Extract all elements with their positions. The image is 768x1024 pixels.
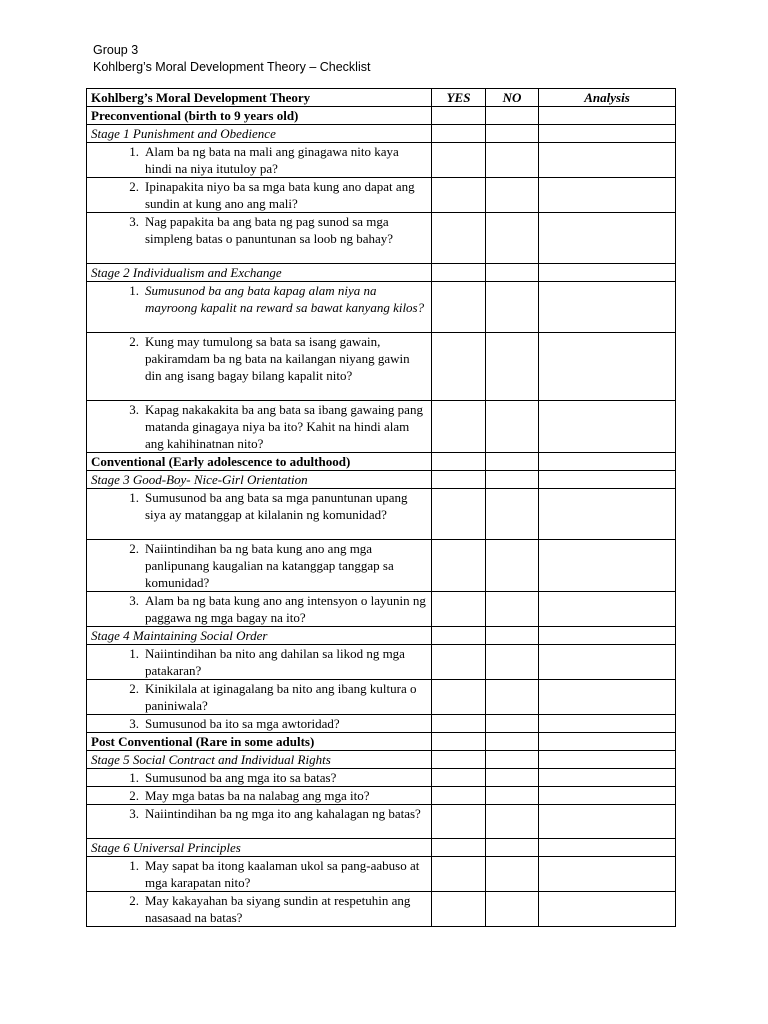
group-label: Group 3 bbox=[93, 43, 139, 57]
yes-cell[interactable] bbox=[432, 107, 486, 125]
checklist-question-cell bbox=[87, 769, 432, 787]
analysis-cell[interactable] bbox=[539, 264, 676, 282]
section-heading-row bbox=[87, 733, 676, 751]
table-header-row bbox=[87, 89, 676, 107]
no-cell[interactable] bbox=[486, 627, 539, 645]
analysis-cell[interactable] bbox=[539, 453, 676, 471]
analysis-cell[interactable] bbox=[539, 715, 676, 733]
item-question: May sapat ba itong kaalaman ukol sa pang-aabuso at mga karapatan nito? bbox=[145, 858, 420, 890]
checklist-item-row bbox=[87, 178, 676, 213]
column-header-analysis: Analysis bbox=[539, 89, 676, 107]
checklist-question-cell bbox=[87, 857, 432, 892]
analysis-cell[interactable] bbox=[539, 592, 676, 627]
item-number: 1. bbox=[129, 646, 139, 661]
item-number: 1. bbox=[129, 144, 139, 159]
yes-cell[interactable] bbox=[432, 125, 486, 143]
checklist-item-row bbox=[87, 401, 676, 453]
yes-cell[interactable] bbox=[432, 769, 486, 787]
no-cell[interactable] bbox=[486, 453, 539, 471]
checklist-question-cell bbox=[87, 787, 432, 805]
checklist-item-row bbox=[87, 787, 676, 805]
checklist-question-cell bbox=[87, 540, 432, 592]
no-cell[interactable] bbox=[486, 489, 539, 540]
checklist-table bbox=[86, 88, 676, 927]
no-cell[interactable] bbox=[486, 715, 539, 733]
item-number: 2. bbox=[129, 893, 139, 908]
no-cell[interactable] bbox=[486, 107, 539, 125]
yes-cell[interactable] bbox=[432, 751, 486, 769]
checklist-item-row bbox=[87, 282, 676, 333]
yes-cell[interactable] bbox=[432, 213, 486, 264]
checklist-question-cell bbox=[87, 489, 432, 540]
yes-cell[interactable] bbox=[432, 645, 486, 680]
yes-cell[interactable] bbox=[432, 715, 486, 733]
no-cell[interactable] bbox=[486, 471, 539, 489]
analysis-cell[interactable] bbox=[539, 540, 676, 592]
no-cell[interactable] bbox=[486, 805, 539, 839]
checklist-item-row bbox=[87, 489, 676, 540]
no-cell[interactable] bbox=[486, 592, 539, 627]
item-question: Nag papakita ba ang bata ng pag sunod sa mga simpleng batas o panuntunan sa loob ng bahay? bbox=[145, 214, 394, 246]
checklist-question-cell bbox=[87, 213, 432, 264]
column-header-no: NO bbox=[486, 89, 539, 107]
item-question: Naiintindihan ba ng mga ito ang kahalagan ng batas? bbox=[145, 806, 421, 821]
no-cell[interactable] bbox=[486, 333, 539, 401]
item-question: Kinikilala at iginagalang ba nito ang ibang kultura o paniniwala? bbox=[145, 681, 417, 713]
yes-cell[interactable] bbox=[432, 401, 486, 453]
yes-cell[interactable] bbox=[432, 264, 486, 282]
checklist-question-cell bbox=[87, 680, 432, 715]
analysis-cell[interactable] bbox=[539, 733, 676, 751]
item-number: 1. bbox=[129, 490, 139, 505]
analysis-cell[interactable] bbox=[539, 489, 676, 540]
item-number: 2. bbox=[129, 334, 139, 349]
item-question: Kapag nakakakita ba ang bata sa ibang gawaing pang matanda ginagaya niya ba ito? Kahit na hindi alam ang kahihinatnan nito? bbox=[145, 402, 423, 451]
item-question: Kung may tumulong sa bata sa isang gawain, pakiramdam ba ng bata na kailangan niyang gawin din ang isang bagay bilang kapalit nito? bbox=[145, 334, 410, 383]
checklist-item-row bbox=[87, 680, 676, 715]
checklist-item-row bbox=[87, 213, 676, 264]
checklist-item-row bbox=[87, 645, 676, 680]
analysis-cell[interactable] bbox=[539, 401, 676, 453]
stage-heading-row bbox=[87, 125, 676, 143]
item-question: Sumusunod ba ang mga ito sa batas? bbox=[145, 770, 337, 785]
item-question: Naiintindihan ba nito ang dahilan sa likod ng mga patakaran? bbox=[145, 646, 405, 678]
no-cell[interactable] bbox=[486, 401, 539, 453]
item-question: Alam ba ng bata kung ano ang intensyon o layunin ng paggawa ng mga bagay na ito? bbox=[145, 593, 426, 625]
item-question: Naiintindihan ba ng bata kung ano ang mga panlipunang kaugalian na katanggap tanggap sa komunidad? bbox=[145, 541, 394, 590]
stage-heading-row bbox=[87, 264, 676, 282]
checklist-question-cell bbox=[87, 401, 432, 453]
item-number: 1. bbox=[129, 283, 139, 298]
stage-heading-row bbox=[87, 751, 676, 769]
checklist-body bbox=[87, 107, 676, 927]
item-number: 2. bbox=[129, 681, 139, 696]
checklist-question-cell bbox=[87, 715, 432, 733]
item-number: 3. bbox=[129, 402, 139, 417]
column-header-theory: Kohlberg’s Moral Development Theory bbox=[87, 89, 432, 107]
checklist-question-cell bbox=[87, 645, 432, 680]
stage-heading-row bbox=[87, 839, 676, 857]
analysis-cell[interactable] bbox=[539, 107, 676, 125]
yes-cell[interactable] bbox=[432, 453, 486, 471]
yes-cell[interactable] bbox=[432, 178, 486, 213]
stage-heading: Stage 1 Punishment and Obedience bbox=[87, 125, 432, 143]
item-number: 1. bbox=[129, 858, 139, 873]
item-question: Ipinapakita niyo ba sa mga bata kung ano dapat ang sundin at kung ano ang mali? bbox=[145, 179, 415, 211]
checklist-item-row bbox=[87, 333, 676, 401]
no-cell[interactable] bbox=[486, 892, 539, 927]
checklist-item-row bbox=[87, 592, 676, 627]
item-number: 2. bbox=[129, 179, 139, 194]
analysis-cell[interactable] bbox=[539, 282, 676, 333]
checklist-item-row bbox=[87, 805, 676, 839]
item-number: 2. bbox=[129, 541, 139, 556]
checklist-question-cell bbox=[87, 805, 432, 839]
yes-cell[interactable] bbox=[432, 627, 486, 645]
checklist-question-cell bbox=[87, 178, 432, 213]
column-header-yes: YES bbox=[432, 89, 486, 107]
no-cell[interactable] bbox=[486, 839, 539, 857]
no-cell[interactable] bbox=[486, 125, 539, 143]
yes-cell[interactable] bbox=[432, 857, 486, 892]
yes-cell[interactable] bbox=[432, 787, 486, 805]
item-question: Alam ba ng bata na mali ang ginagawa nito kaya hindi na niya itutuloy pa? bbox=[145, 144, 399, 176]
item-question: Sumusunod ba ang bata sa mga panuntunan upang siya ay matanggap at kilalanin ng komunidad? bbox=[145, 490, 408, 522]
item-number: 1. bbox=[129, 770, 139, 785]
yes-cell[interactable] bbox=[432, 892, 486, 927]
section-heading: Conventional (Early adolescence to adulthood) bbox=[87, 453, 432, 471]
item-number: 3. bbox=[129, 214, 139, 229]
item-question: Sumusunod ba ito sa mga awtoridad? bbox=[145, 716, 340, 731]
yes-cell[interactable] bbox=[432, 839, 486, 857]
checklist-question-cell bbox=[87, 282, 432, 333]
analysis-cell[interactable] bbox=[539, 751, 676, 769]
checklist-item-row bbox=[87, 540, 676, 592]
no-cell[interactable] bbox=[486, 680, 539, 715]
yes-cell[interactable] bbox=[432, 680, 486, 715]
stage-heading: Stage 5 Social Contract and Individual Rights bbox=[87, 751, 432, 769]
yes-cell[interactable] bbox=[432, 540, 486, 592]
checklist-item-row bbox=[87, 892, 676, 927]
section-heading-row bbox=[87, 107, 676, 125]
checklist-question-cell bbox=[87, 892, 432, 927]
analysis-cell[interactable] bbox=[539, 892, 676, 927]
no-cell[interactable] bbox=[486, 733, 539, 751]
no-cell[interactable] bbox=[486, 264, 539, 282]
stage-heading: Stage 3 Good-Boy- Nice-Girl Orientation bbox=[87, 471, 432, 489]
analysis-cell[interactable] bbox=[539, 787, 676, 805]
yes-cell[interactable] bbox=[432, 805, 486, 839]
analysis-cell[interactable] bbox=[539, 471, 676, 489]
document-title: Kohlberg’s Moral Development Theory – Checklist bbox=[93, 60, 371, 74]
section-heading: Post Conventional (Rare in some adults) bbox=[87, 733, 432, 751]
checklist-question-cell bbox=[87, 592, 432, 627]
section-heading: Preconventional (birth to 9 years old) bbox=[87, 107, 432, 125]
yes-cell[interactable] bbox=[432, 333, 486, 401]
yes-cell[interactable] bbox=[432, 733, 486, 751]
no-cell[interactable] bbox=[486, 540, 539, 592]
stage-heading-row bbox=[87, 471, 676, 489]
analysis-cell[interactable] bbox=[539, 857, 676, 892]
item-question: May mga batas ba na nalabag ang mga ito? bbox=[145, 788, 370, 803]
item-question: Sumusunod ba ang bata kapag alam niya na mayroong kapalit na reward sa bawat kanyang kilos? bbox=[145, 283, 425, 315]
analysis-cell[interactable] bbox=[539, 333, 676, 401]
no-cell[interactable] bbox=[486, 645, 539, 680]
analysis-cell[interactable] bbox=[539, 680, 676, 715]
item-number: 2. bbox=[129, 788, 139, 803]
analysis-cell[interactable] bbox=[539, 178, 676, 213]
no-cell[interactable] bbox=[486, 213, 539, 264]
checklist-item-row bbox=[87, 143, 676, 178]
yes-cell[interactable] bbox=[432, 471, 486, 489]
analysis-cell[interactable] bbox=[539, 213, 676, 264]
analysis-cell[interactable] bbox=[539, 769, 676, 787]
yes-cell[interactable] bbox=[432, 282, 486, 333]
no-cell[interactable] bbox=[486, 857, 539, 892]
analysis-cell[interactable] bbox=[539, 627, 676, 645]
checklist-question-cell bbox=[87, 333, 432, 401]
no-cell[interactable] bbox=[486, 769, 539, 787]
item-number: 3. bbox=[129, 593, 139, 608]
checklist-item-row bbox=[87, 857, 676, 892]
item-number: 3. bbox=[129, 806, 139, 821]
analysis-cell[interactable] bbox=[539, 839, 676, 857]
checklist-item-row bbox=[87, 769, 676, 787]
analysis-cell[interactable] bbox=[539, 645, 676, 680]
no-cell[interactable] bbox=[486, 178, 539, 213]
stage-heading: Stage 6 Universal Principles bbox=[87, 839, 432, 857]
no-cell[interactable] bbox=[486, 143, 539, 178]
analysis-cell[interactable] bbox=[539, 805, 676, 839]
no-cell[interactable] bbox=[486, 282, 539, 333]
no-cell[interactable] bbox=[486, 751, 539, 769]
checklist-question-cell bbox=[87, 143, 432, 178]
stage-heading-row bbox=[87, 627, 676, 645]
yes-cell[interactable] bbox=[432, 143, 486, 178]
yes-cell[interactable] bbox=[432, 489, 486, 540]
document-header bbox=[93, 42, 370, 76]
section-heading-row bbox=[87, 453, 676, 471]
analysis-cell[interactable] bbox=[539, 143, 676, 178]
analysis-cell[interactable] bbox=[539, 125, 676, 143]
yes-cell[interactable] bbox=[432, 592, 486, 627]
stage-heading: Stage 4 Maintaining Social Order bbox=[87, 627, 432, 645]
stage-heading: Stage 2 Individualism and Exchange bbox=[87, 264, 432, 282]
item-number: 3. bbox=[129, 716, 139, 731]
item-question: May kakayahan ba siyang sundin at respetuhin ang nasasaad na batas? bbox=[145, 893, 411, 925]
no-cell[interactable] bbox=[486, 787, 539, 805]
checklist-item-row bbox=[87, 715, 676, 733]
